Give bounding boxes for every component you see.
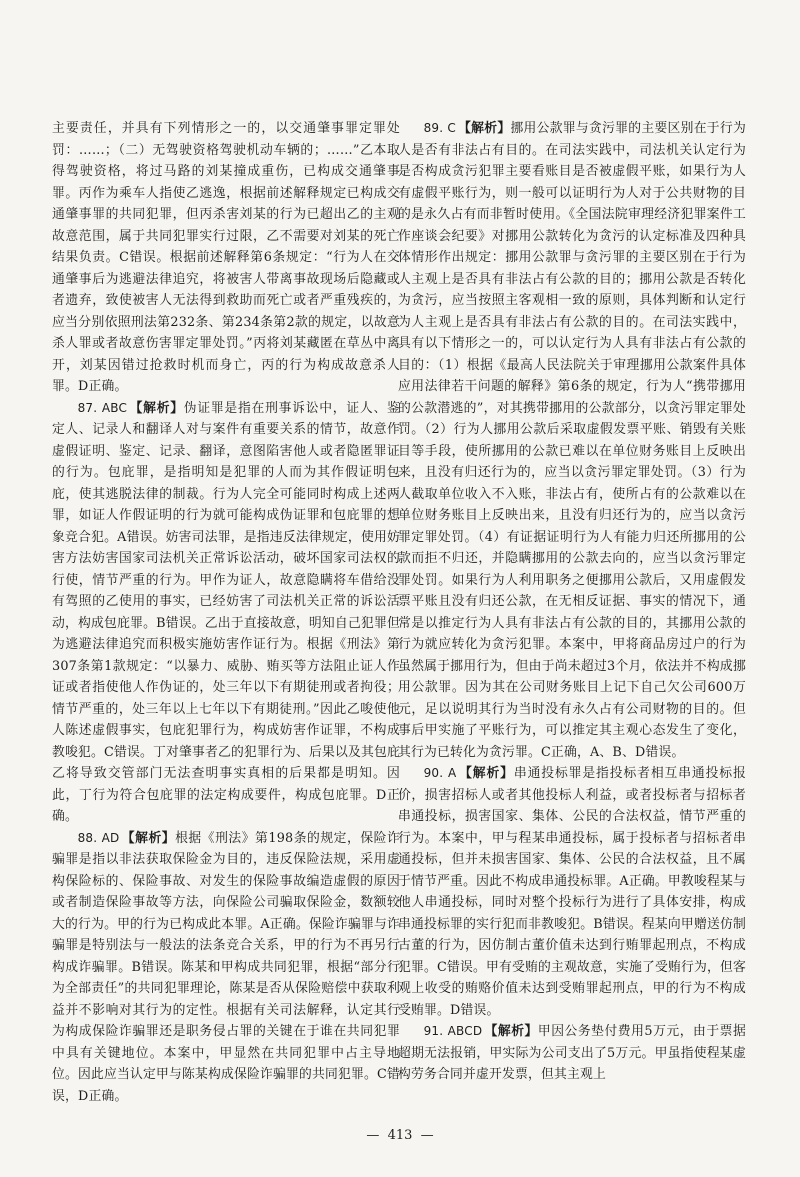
answer-87	[52, 398, 400, 828]
answer-88	[52, 828, 400, 1108]
answer-89-label: 89. C	[423, 121, 456, 135]
right-column	[398, 118, 746, 1086]
answer-90-text: 串通投标罪是指投标者相互串通投标报价，损害招标人或者其他投标人利益，或者投标者与招标者串通投标，损害国家、集体、公民的合法权益，情节严重的行为。本案中，甲与程某串通投标，属于投标者与招标者串通投标，但并未损害国家、集体、公民的合法权益，且不属于情节严重。因此不构成串通投标罪。A正确。甲教唆程某与他人串通投标，同时对整个投标行为进行了具体安排，构成串通投标罪的实行犯而非教唆犯。B错误。程某向甲赠送仿制古董的行为，因仿制古董价值未达到行贿罪起刑点，不构成犯罪。C错误。甲有受贿的主观故意，实施了受贿行为，但客观上收受的贿赂价值未达到受贿罪起刑点，甲的行为不构成受贿罪。D错误。	[398, 766, 746, 1018]
answer-87-text: 伪证罪是指在刑事诉讼中，证人、鉴定人、记录人和翻译人对与案件有重要关系的情节，故意作虚假证明、鉴定、记录、翻译，意图陷害他人或者隐匿罪证的行为。包庇罪，是指明知是犯罪的人而为其作假证明包庇，使其逃脱法律的制裁。行为人完全可能同时构成上述两罪，如证人作假证明的行为就可能构成伪证罪和包庇罪的想象竞合犯。A错误。妨害司法罪，是指违反法律规定，使用妨害方法妨害国家司法机关正常诉讼活动，破坏国家司法权的行使，情节严重的行为。甲作为证人，故意隐瞒将车借给没有驾照的乙使用的事实，已经妨害了司法机关正常的诉讼活动，构成包庇罪。B错误。乙出于直接故意，明知自己犯罪但为逃避法律追究而积极实施妨害作证行为。根据《刑法》第307条第1款规定：“以暴力、威胁、贿买等方法阻止证人作证或者指使他人作伪证的，处三年以下有期徒刑或者拘役；情节严重的，处三年以上七年以下有期徒刑。”因此乙唆使他人陈述虚假事实，包庇犯罪行为，构成妨害作证罪，不构成教唆犯。C错误。丁对肇事者乙的犯罪行为、后果以及其包庇乙将导致交管部门无法查明事实真相的后果都是明知。因此，丁行为符合包庇罪的法定构成要件，构成包庇罪。D正确。	[52, 400, 400, 824]
answer-91-tag: 【解析】	[484, 1024, 538, 1039]
footer-dash-right: —	[420, 1128, 434, 1143]
footer-dash-left: —	[366, 1128, 380, 1143]
answer-90-label: 90. A	[423, 766, 457, 780]
answer-89	[398, 118, 746, 763]
answer-89-text: 挪用公款罪与贪污罪的主要区别在于行为人是否有非法占有目的。在司法实践中，司法机关认定行为是否构成贪污犯罪主要看账目是否被虚假平账，如果行为人有虚假平账行为，则一般可以证明行为人对于公共财物的目的是永久占有而非暂时使用。《全国法院审理经济犯罪案件工作座谈会纪要》对挪用公款转化为贪污的认定标准及四种具体情形作出规定：挪用公款罪与贪污罪的主要区别在于行为人主观上是否具有非法占有公款的目的；挪用公款是否转化为贪污，应当按照主客观相一致的原则，具体判断和认定行为人主观上是否具有非法占有公款的目的。在司法实践中，具有以下情形之一的，可以认定行为人具有非法占有公款的目的：（1）根据《最高人民法院关于审理挪用公款案件具体应用法律若干问题的解释》第6条的规定，行为人“携带挪用的公款潜逃的”，对其携带挪用的公款部分，以贪污罪定罪处罚。（2）行为人挪用公款后采取虚假发票平账、销毁有关账目等手段，使所挪用的公款已难以在单位财务账目上反映出来，且没有归还行为的，应当以贪污罪定罪处罚。（3）行为人截取单位收入不入账，非法占有，使所占有的公款难以在单位财务账目上反映出来，且没有归还行为的，应当以贪污罪定罪处罚。（4）有证据证明行为人有能力归还所挪用的公款而拒不归还，并隐瞒挪用的公款去向的，应当以贪污罪定罪处罚。如果行为人利用职务之便挪用公款后，又用虚假发票平账且没有归还公款，在无相反证据、事实的情况下，通常是以推定行为人具有非法占有公款的目的，其挪用公款的行为就应转化为贪污犯罪。本案中，甲将商品房过户的行为虽然属于挪用行为，但由于尚未超过3个月，依法并不构成挪用公款罪。因为其在公司财务账目上记下自己欠公司600万元，足以说明其行为当时没有永久占有公司财物的目的。但事后甲实施了平账行为，可以推定其主观心态发生了变化，其行为已转化为贪污罪。C正确，A、B、D错误。	[398, 121, 746, 760]
answer-89-tag: 【解析】	[457, 121, 511, 136]
answer-90-tag: 【解析】	[458, 766, 514, 781]
answer-91-label: 91. ABCD	[423, 1024, 483, 1038]
answer-91	[398, 1021, 746, 1086]
answer-88-label: 88. AD	[77, 830, 120, 845]
answer-91-text: 甲因公务垫付费用5万元，由于票据超期无法报销，甲实际为公司支出了5万元。甲虽指使程某虚构劳务合同并虚开发票，但其主观上	[398, 1024, 746, 1082]
answer-88-tag: 【解析】	[121, 830, 176, 846]
answer-87-tag: 【解析】	[129, 400, 184, 416]
answer-90	[398, 763, 746, 1021]
continuation-paragraph: 主要责任，并具有下列情形之一的，以交通肇事罪定罪处罚：……；（二）无驾驶资格驾驶机动车辆的；……”乙本取得驾驶资格，将过马路的刘某撞成重伤，已构成交通肇事罪。丙作为乘车人指使乙逃逸，根据前述解释规定已构成交通肇事罪的共同犯罪，但丙杀害刘某的行为已超出乙的主观故意范围，属于共同犯罪实行过限，乙不需要对刘某的死亡结果负责。C错误。根据前述解释第6条规定：“行为人在交通肇事后为逃避法律追究，将被害人带离事故现场后隐藏或者遗弃，致使被害人无法得到救助而死亡或者严重残疾的，应当分别依照刑法第232条、第234条第2款的规定，以故意杀人罪或者故意伤害罪定罪处罚。”丙将刘某藏匿在草丛中离开，刘某因错过抢救时机而身亡，丙的行为构成故意杀人罪。D正确。	[52, 121, 400, 394]
answer-87-label: 87. ABC	[77, 400, 128, 415]
answer-88-text: 根据《刑法》第198条的规定，保险诈骗罪是指以非法获取保险金为目的，违反保险法规，采用虚构保险标的、保险事故、对发生的保险事故编造虚假的原因或者制造保险事故等方法，向保险公司骗取保险金，数额较大的行为。甲的行为已构成此本罪。A正确。保险诈骗罪与诈骗罪是特别法与一般法的法条竞合关系，甲的行为不再另行构成诈骗罪。B错误。陈某和甲构成共同犯罪，根据“部分行为全部责任”的共同犯罪理论，陈某是否从保险赔偿中获取利益并不影响对其行为的定性。根据有关司法解释，认定其行为构成保险诈骗罪还是职务侵占罪的关键在于谁在共同犯罪中具有关键地位。本案中，甲显然在共同犯罪中占主导地位。因此应当认定甲与陈某构成保险诈骗罪的共同犯罪。C错误，D正确。	[52, 830, 400, 1104]
page-footer	[0, 1128, 800, 1143]
left-column	[52, 118, 400, 1107]
page-number: 413	[387, 1128, 413, 1143]
